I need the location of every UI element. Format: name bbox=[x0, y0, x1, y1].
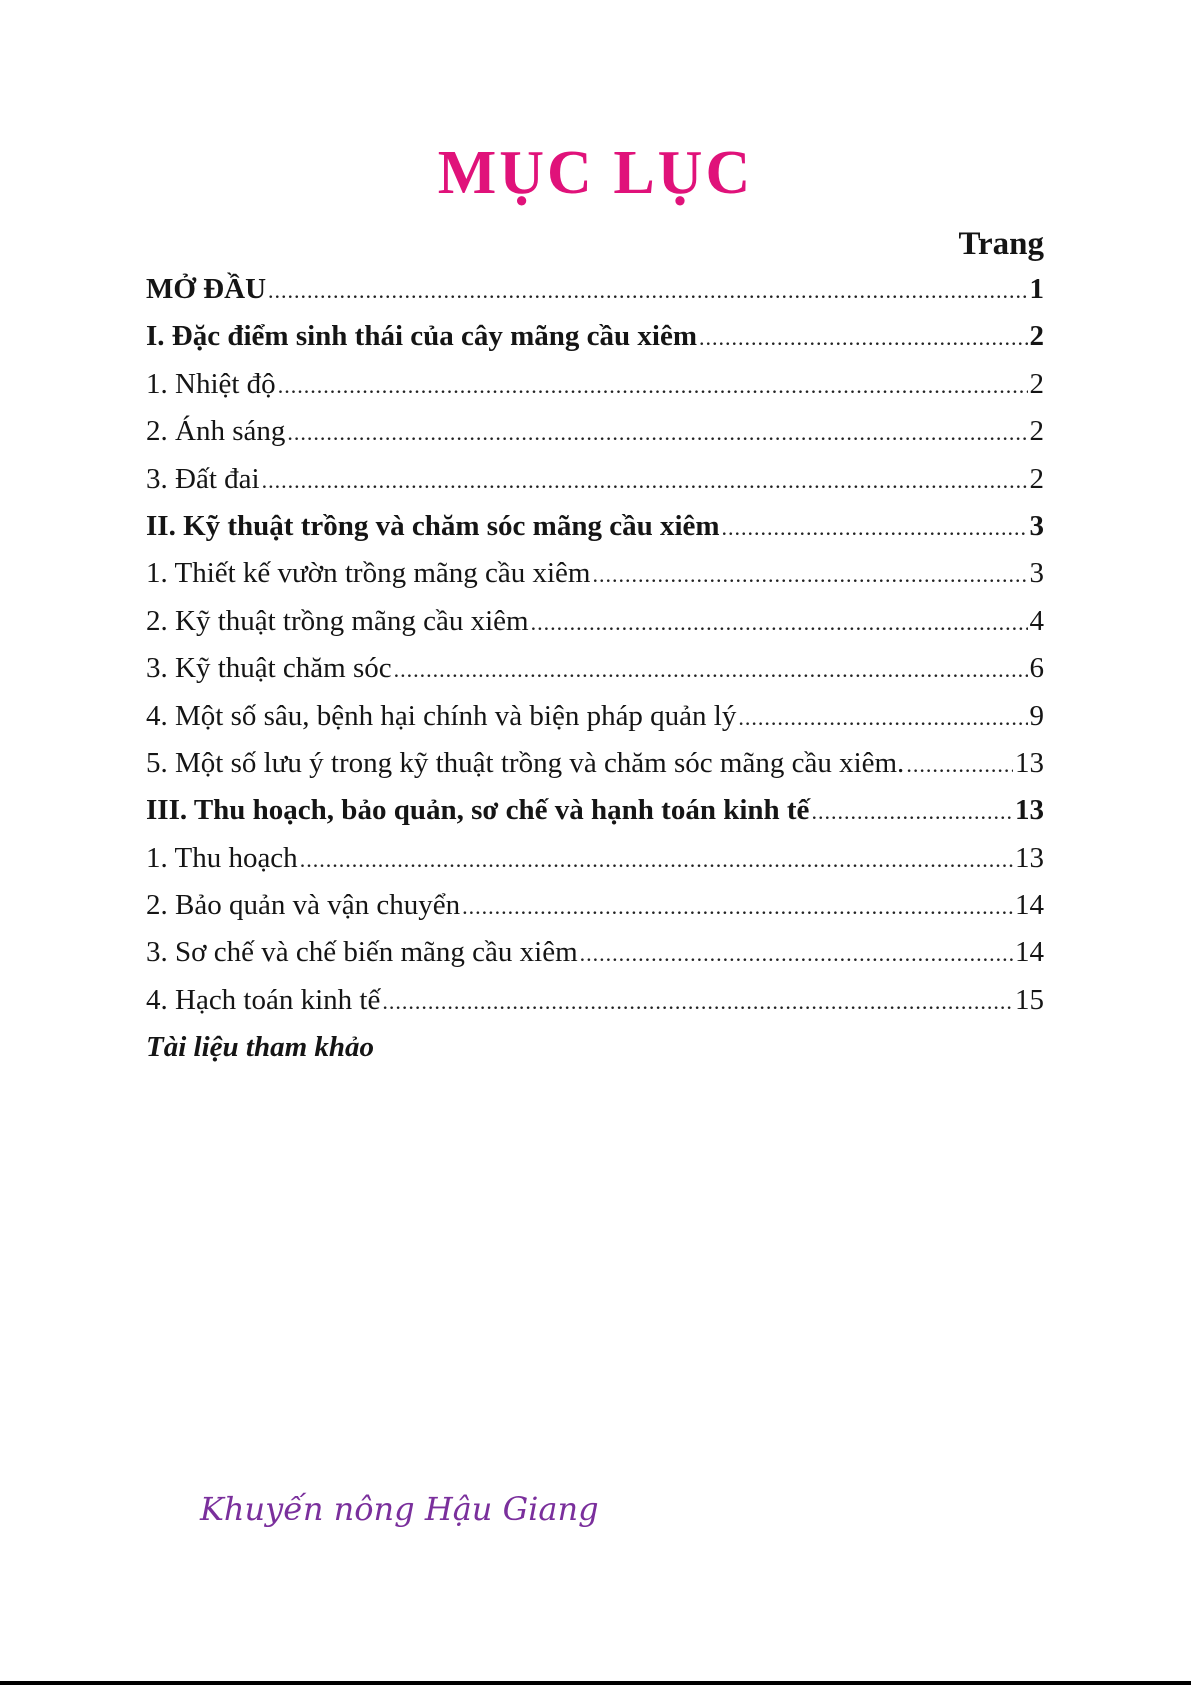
toc-entry-page-number: 13 bbox=[1015, 746, 1044, 779]
dot-leader bbox=[394, 646, 1028, 693]
toc-entry-title: 1. Nhiệt độ bbox=[146, 367, 276, 400]
footer-signature: Khuyến nông Hậu Giang bbox=[200, 1490, 599, 1528]
toc-entry-page-number: 3 bbox=[1029, 557, 1044, 590]
dot-leader bbox=[811, 788, 1013, 835]
toc-entry-title: 2. Kỹ thuật trồng mãng cầu xiêm bbox=[146, 604, 529, 637]
toc-entry[interactable] bbox=[146, 882, 1044, 929]
dot-leader bbox=[287, 409, 1027, 456]
toc-entry[interactable] bbox=[146, 977, 1044, 1024]
toc-entry-page-number: 2 bbox=[1029, 415, 1044, 448]
toc-entry[interactable] bbox=[146, 503, 1044, 550]
toc-entry-title: 1. Thiết kế vườn trồng mãng cầu xiêm bbox=[146, 557, 591, 590]
toc-entry-title: 1. Thu hoạch bbox=[146, 841, 298, 874]
dot-leader bbox=[722, 504, 1028, 551]
toc-entry-title: 4. Hạch toán kinh tế bbox=[146, 983, 381, 1016]
dot-leader bbox=[531, 599, 1028, 646]
toc-entry-title: MỞ ĐẦU bbox=[146, 273, 267, 305]
bottom-border bbox=[0, 1681, 1191, 1685]
toc-entry-page-number: 9 bbox=[1029, 699, 1044, 732]
toc-entry[interactable] bbox=[146, 550, 1044, 597]
dot-leader bbox=[268, 267, 1027, 314]
toc-entry[interactable] bbox=[146, 787, 1044, 834]
toc-entry[interactable] bbox=[146, 408, 1044, 455]
toc-entry-title: I. Đặc điểm sinh thái của cây mãng cầu xiêm bbox=[146, 320, 697, 353]
toc-entry-title: 2. Ánh sáng bbox=[146, 415, 286, 448]
toc-entry[interactable] bbox=[146, 740, 1044, 787]
toc-entry-page-number: 6 bbox=[1029, 652, 1044, 685]
dot-leader bbox=[262, 457, 1028, 504]
toc-entry-page-number: 14 bbox=[1015, 889, 1044, 922]
references-label[interactable]: Tài liệu tham khảo bbox=[146, 1031, 375, 1064]
toc-list bbox=[146, 266, 1044, 1024]
toc-entry-title: 3. Kỹ thuật chăm sóc bbox=[146, 652, 392, 685]
toc-entry-page-number: 2 bbox=[1029, 462, 1044, 495]
dot-leader bbox=[580, 930, 1013, 977]
toc-entry-title: 5. Một số lưu ý trong kỹ thuật trồng và chăm sóc mãng cầu xiêm. bbox=[146, 746, 905, 779]
toc-entry-page-number: 2 bbox=[1029, 367, 1044, 400]
toc-entry[interactable] bbox=[146, 835, 1044, 882]
dot-leader bbox=[738, 694, 1027, 741]
toc-entry-title: III. Thu hoạch, bảo quản, sơ chế và hạnh toán kinh tế bbox=[146, 794, 810, 827]
toc-entry[interactable] bbox=[146, 645, 1044, 692]
dot-leader bbox=[278, 362, 1028, 409]
toc-entry-page-number: 1 bbox=[1029, 273, 1044, 305]
toc-entry-page-number: 3 bbox=[1029, 509, 1044, 542]
toc-entry-title: II. Kỹ thuật trồng và chăm sóc mãng cầu xiêm bbox=[146, 509, 720, 542]
toc-entry[interactable] bbox=[146, 361, 1044, 408]
toc-entry[interactable] bbox=[146, 456, 1044, 503]
toc-entry-title: 3. Đất đai bbox=[146, 462, 260, 495]
page-column-label: Trang bbox=[958, 226, 1044, 262]
dot-leader bbox=[300, 836, 1013, 883]
dot-leader bbox=[462, 883, 1013, 930]
dot-leader bbox=[699, 314, 1028, 361]
toc-entry[interactable] bbox=[146, 929, 1044, 976]
toc-entry-page-number: 14 bbox=[1015, 936, 1044, 969]
dot-leader bbox=[382, 978, 1013, 1025]
table-of-contents bbox=[146, 222, 1044, 1070]
dot-leader bbox=[906, 741, 1013, 788]
toc-entry-title: 3. Sơ chế và chế biến mãng cầu xiêm bbox=[146, 936, 578, 969]
toc-entry[interactable] bbox=[146, 313, 1044, 360]
toc-entry[interactable] bbox=[146, 598, 1044, 645]
page-title: MỤC LỤC bbox=[437, 139, 754, 207]
toc-entry[interactable] bbox=[146, 693, 1044, 740]
toc-entry-page-number: 13 bbox=[1015, 841, 1044, 874]
toc-entry-page-number: 2 bbox=[1029, 320, 1044, 353]
toc-entry-page-number: 13 bbox=[1015, 794, 1044, 827]
dot-leader bbox=[592, 551, 1027, 598]
toc-entry[interactable] bbox=[146, 266, 1044, 313]
toc-entry-title: 4. Một số sâu, bệnh hại chính và biện pháp quản lý bbox=[146, 699, 737, 732]
toc-entry-title: 2. Bảo quản và vận chuyển bbox=[146, 889, 461, 922]
toc-entry-page-number: 15 bbox=[1015, 983, 1044, 1016]
toc-entry-page-number: 4 bbox=[1029, 604, 1044, 637]
